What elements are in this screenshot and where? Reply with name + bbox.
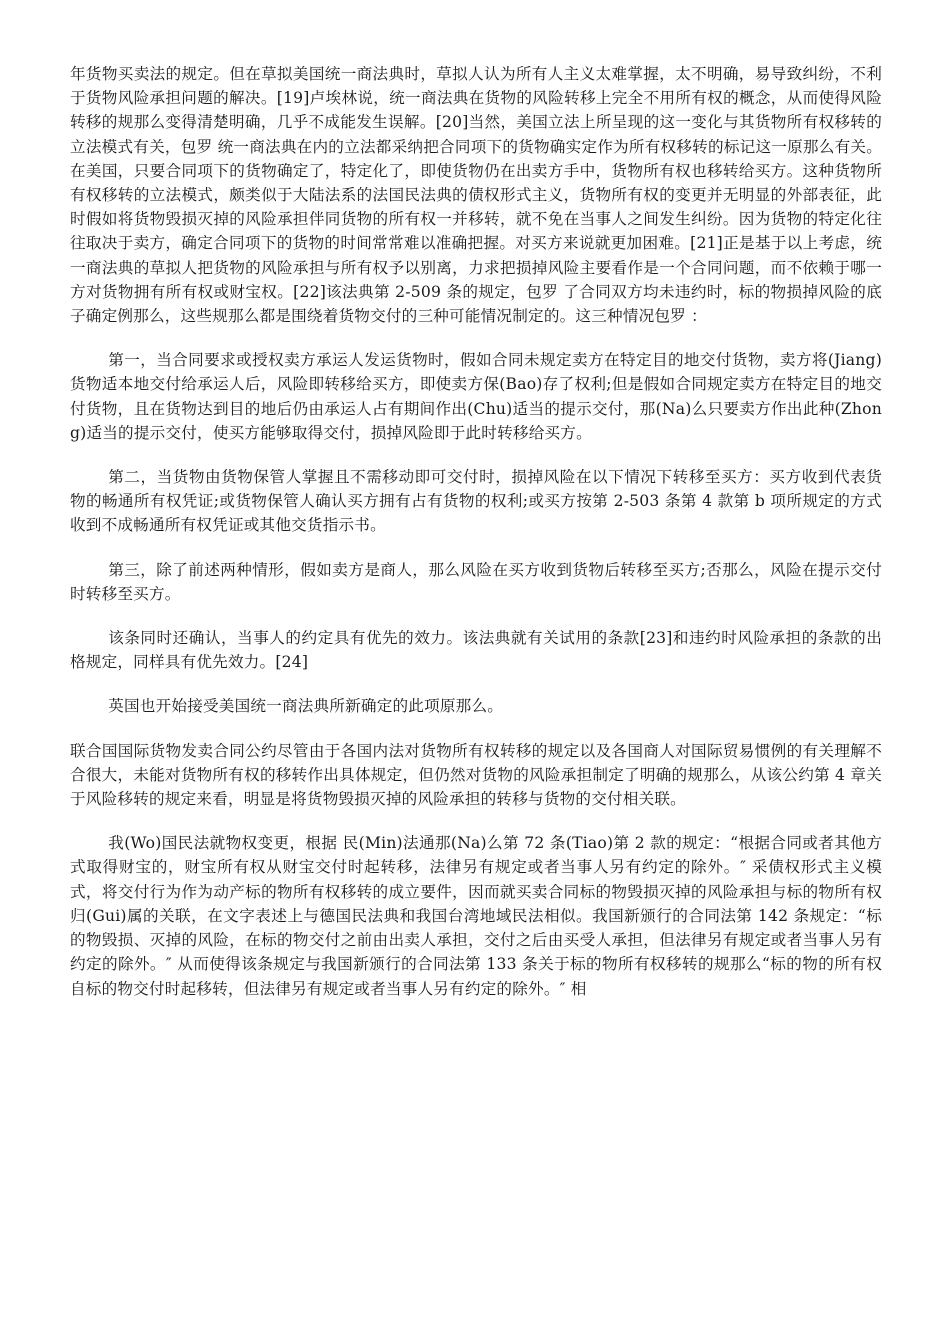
paragraph-1: 年货物买卖法的规定。但在草拟美国统一商法典时，草拟人认为所有人主义太难掌握，太不明确，易导致纠纷，不利于货物风险承担问题的解决。[19]卢埃林说，统一商法典在货物的风险转移上完全不用所有权的概念，从而使得风险转移的规那么变得清楚明确，几乎不成能发生误解。[20]当然，美国立法上所呈现的这一变化与其货物所有权移转的立法模式有关，包罗 统一商法典在内的立法都采纳把合同项下的货物确实定作为所有权移转的标记这一原那么有关。在美国，只要合同项下的货物确定了，特定化了，即使货物仍在出卖方手中，货物所有权也移转给买方。这种货物所有权移转的立法模式，颇类似于大陆法系的法国民法典的债权形式主义，货物所有权的变更并无明显的外部表征，此时假如将货物毁损灭掉的风险承担伴同货物的所有权一并移转，就不免在当事人之间发生纠纷。因为货物的特定化往往取决于卖方，确定合同项下的货物的时间常常难以准确把握。对买方来说就更加困难。[21]正是基于以上考虑，统一商法典的草拟人把货物的风险承担与所有权予以别离，力求把损掉风险主要看作是一个合同问题，而不依赖于哪一方对货物拥有所有权或财宝权。[22]该法典第 2-509 条的规定，包罗 了合同双方均未违约时，标的物损掉风险的底子确定例那么，这些规那么都是围绕着货物交付的三种可能情况制定的。这三种情况包罗 ： xyxy=(70,65,882,326)
paragraph-4: 第三，除了前述两种情形，假如卖方是商人，那么风险在买方收到货物后转移至买方;否那么，风险在提示交付时转移至买方。 xyxy=(70,560,882,603)
document-page xyxy=(70,62,882,1001)
paragraph-6: 英国也开始接受美国统一商法典所新确定的此项原那么。 xyxy=(108,697,504,716)
paragraph-7: 联合国国际货物发卖合同公约尽管由于各国内法对货物所有权转移的规定以及各国商人对国际贸易惯例的有关理解不合很大，未能对货物所有权的移转作出具体规定，但仍然对货物的风险承担制定了明确的规那么，从该公约第 4 章关于风险移转的规定来看，明显是将货物毁损灭掉的风险承担的转移与货物的交付相关联。 xyxy=(70,741,882,809)
paragraph-5: 该条同时还确认，当事人的约定具有优先的效力。该法典就有关试用的条款[23]和违约时风险承担的条款的出格规定，同样具有优先效力。[24] xyxy=(70,629,882,672)
paragraph-3: 第二，当货物由货物保管人掌握且不需移动即可交付时，损掉风险在以下情况下转移至买方：买方收到代表货物的畅通所有权凭证;或货物保管人确认买方拥有占有货物的权利;或买方按第 2-503 条第 4 款第 b 项所规定的方式收到不成畅通所有权凭证或其他交货指示书。 xyxy=(70,468,882,535)
paragraph-2: 第一，当合同要求或授权卖方承运人发运货物时，假如合同未规定卖方在特定目的地交付货物，卖方将(Jiang)货物适本地交付给承运人后，风险即转移给买方，即使卖方保(Bao)存了权利;但是假如合同规定卖方在特定目的地交付货物，且在货物达到目的地后仍由承运人占有期间作出(Chu)适当的提示交付，那(Na)么只要卖方作出此种(Zhong)适当的提示交付，使买方能够取得交付，损掉风险即于此时转移给买方。 xyxy=(70,351,882,442)
paragraph-8: 我(Wo)国民法就物权变更，根据 民(Min)法通那(Na)么第 72 条(Tiao)第 2 款的规定：“根据合同或者其他方式取得财宝的，财宝所有权从财宝交付时起转移，法律另有规定或者当事人另有约定的除外。″ 采债权形式主义模式，将交付行为作为动产标的物所有权移转的成立要件，因而就买卖合同标的物毁损灭掉的风险承担与标的物所有权归(Gui)属的关联，在文字表述上与德国民法典和我国台湾地域民法相似。我国新颁行的合同法第 142 条规定：“标的物毁损、灭掉的风险，在标的物交付之前由出卖人承担，交付之后由买受人承担，但法律另有规定或者当事人另有约定的除外。″ 从而使得该条规定与我国新颁行的合同法第 133 条关于标的物所有权移转的规那么“标的物的所有权自标的物交付时起移转，但法律另有规定或者当事人另有约定的除外。″ 相 xyxy=(70,834,882,998)
